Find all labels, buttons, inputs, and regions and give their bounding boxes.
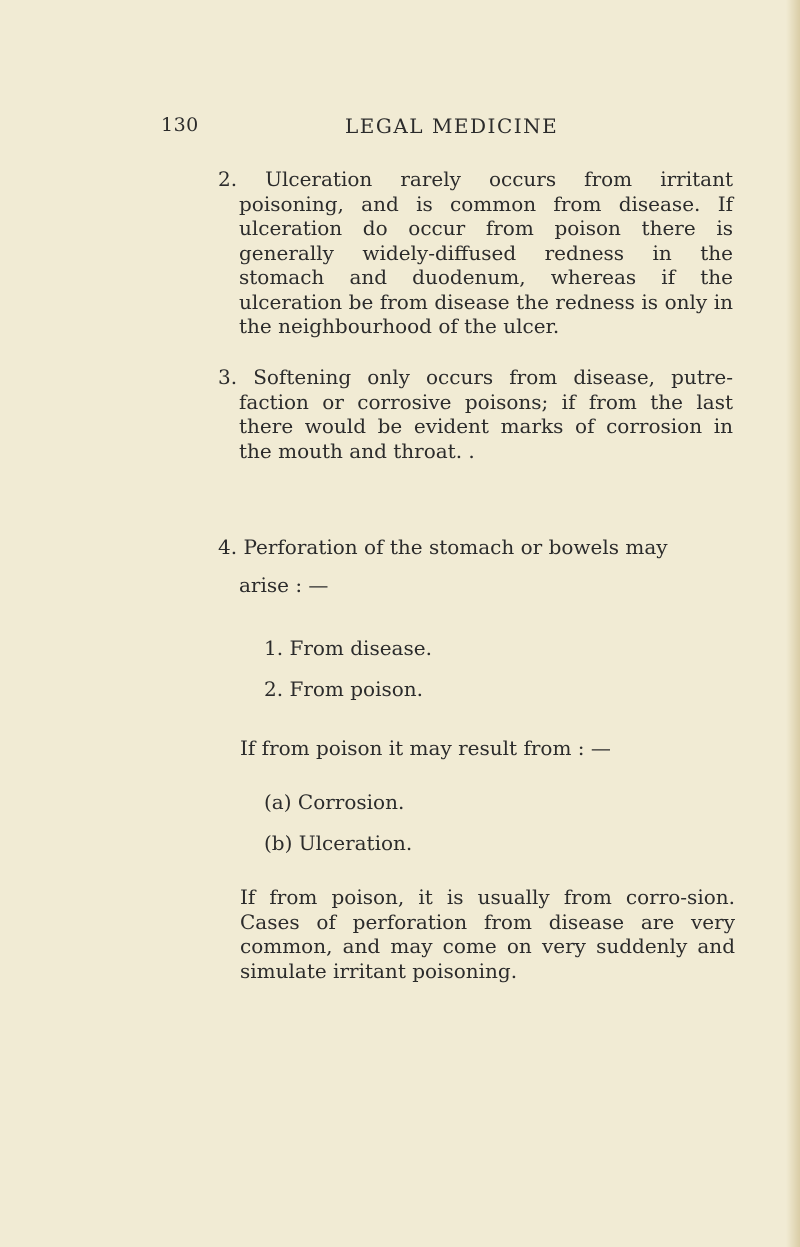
page-edge-shadow	[786, 0, 800, 1247]
item-3-paragraph	[218, 365, 733, 463]
item-4-paragraph	[218, 535, 733, 560]
item-2-text: 2. Ulceration rarely occurs from irritant poisoning, and is common from disease. If ulceration do occur from poison there is generally widely-diffused redness in the stomach and duodenum, whereas if the ulceration be from disease the redness is only in the neighbourhood of the ulcer.	[218, 167, 733, 338]
closing-text: If from poison, it is usually from corro-sion. Cases of perforation from disease are very common, and may come on very suddenly and simulate irritant poisoning.	[240, 885, 735, 983]
page-header	[0, 114, 800, 148]
letter-b-marker: (b)	[264, 831, 293, 855]
page-number: 130	[161, 114, 199, 136]
running-head: LEGAL MEDICINE	[345, 114, 559, 138]
item-4-continuation: arise : —	[239, 573, 329, 597]
from-poison-line: If from poison it may result from : —	[240, 736, 611, 760]
sublist-item-2: 2. From poison.	[264, 677, 424, 701]
letter-b-text: Ulceration.	[292, 831, 413, 855]
letter-item-b	[264, 831, 412, 855]
letter-a-text: Corrosion.	[291, 790, 405, 814]
item-3-text: 3. Softening only occurs from disease, putre-faction or corrosive poisons; if from the last there would be evident marks of corrosion in the mouth and throat. .	[218, 365, 733, 463]
item-2-paragraph	[218, 167, 733, 339]
letter-a-marker: (a)	[264, 790, 292, 814]
closing-paragraph	[240, 885, 735, 983]
item-4-text: 4. Perforation of the stomach or bowels may	[218, 535, 668, 559]
sublist-item-1: 1. From disease.	[264, 636, 432, 660]
letter-item-a	[264, 790, 404, 814]
